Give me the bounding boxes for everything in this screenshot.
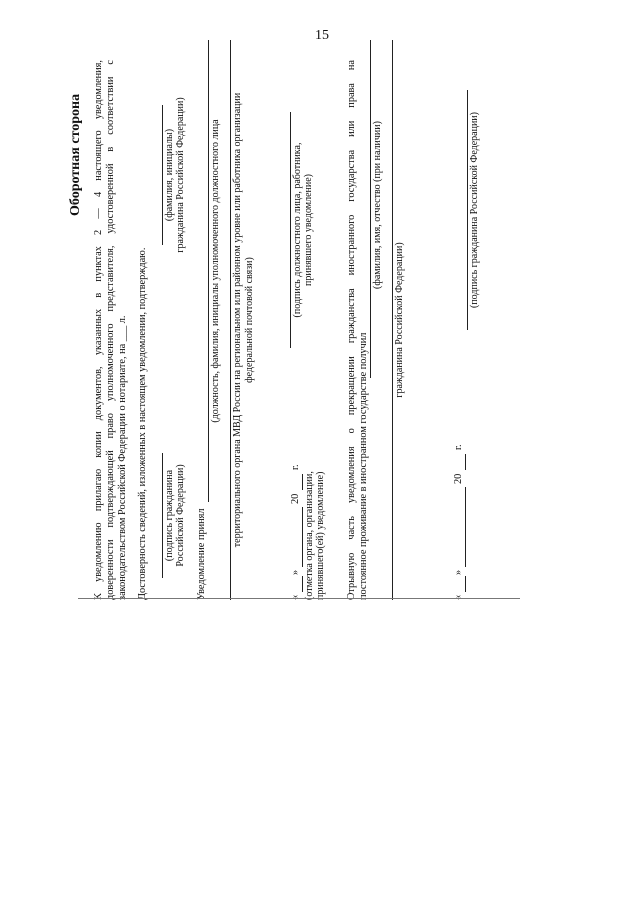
- citizen-caption: гражданина Российской Федерации): [394, 242, 405, 398]
- citizen-name-caption-2: гражданина Российской Федерации): [175, 97, 186, 253]
- date-open-quote: «: [290, 594, 301, 600]
- citizen-name-line: [162, 105, 163, 245]
- mark-caption-2: принявшего(ей) уведомление): [315, 471, 326, 600]
- official-signature-caption-2: принявшего уведомление): [303, 174, 314, 286]
- final-date-year-prefix: 20: [453, 473, 464, 484]
- official-line-2: [230, 40, 231, 600]
- citizen-signature-caption-1: (подпись гражданина: [164, 469, 175, 562]
- final-date-close-quote: »: [453, 569, 464, 575]
- final-date-year-line: [465, 454, 466, 470]
- intro-line-1: К уведомлению прилагаю копии документов, указанных в пунктах 2 — 4 настоящего уведомления,: [93, 60, 104, 600]
- official-signature-line: [290, 112, 291, 348]
- citizen-signature-line: [162, 453, 163, 578]
- intro-line-2: доверенности подтверждающей право уполномоченного представителя, удостоверенной в соответствии с: [105, 60, 116, 600]
- territorial-caption-2: федеральной почтовой связи): [244, 257, 255, 383]
- page-number: 15: [315, 28, 329, 43]
- date-year-prefix: 20: [290, 493, 301, 504]
- tear-off-line-1: Отрывную часть уведомления о прекращении гражданства иностранного государства или права на: [346, 60, 357, 600]
- final-date-g: г.: [453, 444, 464, 450]
- date-month-line: [302, 507, 303, 567]
- final-signature-caption: (подпись гражданина Российской Федерации): [469, 112, 480, 308]
- accepted-label: Уведомление принял: [196, 508, 207, 600]
- tear-off-line-2: постоянное проживание в иностранном государстве получил: [358, 332, 369, 600]
- intro-line-3: законодательством Российской Федерации о нотариате, на ___ л.: [117, 315, 128, 600]
- date-year-line: [302, 474, 303, 490]
- citizen-name-caption-1: (фамилия, инициалы): [164, 128, 175, 222]
- territorial-caption-1: территориального органа МВД России на региональном или районном уровне или работника организации: [232, 92, 243, 548]
- page-heading: Оборотная сторона: [68, 93, 83, 216]
- official-caption: (должность, фамилия, инициалы уполномоченного должностного лица: [210, 119, 221, 423]
- rotated-form: [70, 40, 530, 600]
- fio-line: [370, 40, 371, 378]
- cut-line: [78, 598, 520, 599]
- confirm-text: Достоверность сведений, изложенных в настоящем уведомлении, подтверждаю.: [137, 247, 148, 600]
- citizen-line: [392, 40, 393, 600]
- final-date-open-quote: «: [453, 594, 464, 600]
- date-g: г.: [290, 464, 301, 470]
- fio-caption: (фамилия, имя, отчество (при наличии): [372, 121, 383, 289]
- date-close-quote: »: [290, 569, 301, 575]
- final-signature-line: [467, 90, 468, 330]
- official-signature-caption-1: (подпись должностного лица, работника,: [292, 142, 303, 318]
- final-date-month-line: [465, 487, 466, 567]
- citizen-signature-caption-2: Российской Федерации): [175, 464, 186, 567]
- date-day-line: [302, 576, 303, 592]
- official-line: [208, 40, 209, 502]
- final-date-day-line: [465, 576, 466, 592]
- mark-caption-1: (отметка органа, организации,: [304, 471, 315, 600]
